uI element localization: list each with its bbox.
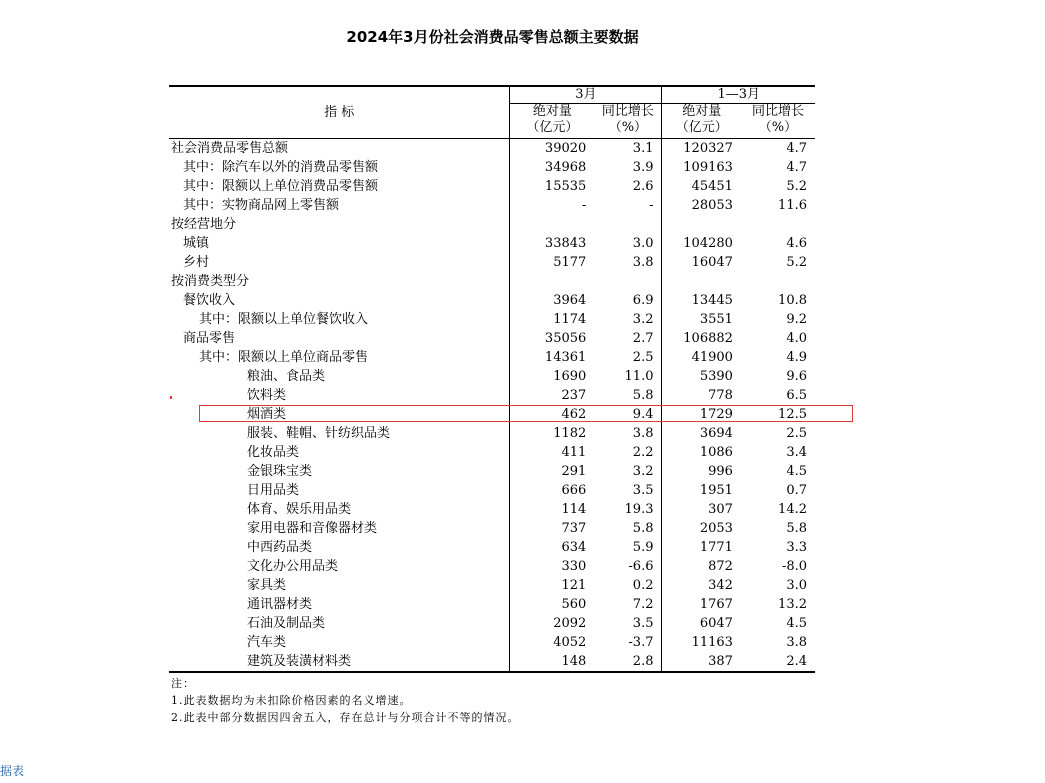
table-row (169, 595, 815, 614)
ytd-abs-cell: 13445 (691, 293, 733, 308)
row-name: 城镇 (183, 236, 210, 251)
month-abs-cell (510, 215, 594, 234)
row-name-cell (169, 386, 510, 405)
ytd-abs-cell (662, 215, 741, 234)
table-row (169, 614, 815, 633)
ytd-yoy-cell: 3.8 (786, 635, 807, 650)
row-name-cell (169, 424, 510, 443)
ytd-yoy-header: 同比增长 （%） (741, 104, 815, 139)
ytd-abs-cell: 1729 (699, 407, 733, 422)
ytd-abs-cell: 2053 (699, 521, 733, 536)
ytd-abs-cell: 3694 (699, 426, 733, 441)
table-row (169, 158, 815, 177)
month-abs-cell: 39020 (544, 141, 587, 156)
row-name: 家具类 (247, 578, 287, 593)
month-abs-cell: 121 (561, 578, 587, 593)
ytd-abs-cell: 342 (708, 578, 733, 593)
month-abs-cell: 1182 (553, 426, 587, 441)
ytd-yoy-cell: 9.6 (786, 369, 807, 384)
month-yoy-cell: 5.8 (594, 386, 662, 405)
row-name-cell (169, 234, 510, 253)
row-name: 商品零售 (183, 331, 236, 346)
table-row (169, 253, 815, 272)
row-name: 通讯器材类 (247, 597, 313, 612)
month-abs-cell: 634 (561, 540, 587, 555)
ytd-abs-cell: 106882 (683, 331, 733, 346)
ytd-yoy-cell: 14.2 (778, 502, 807, 517)
month-group-header: 3月 (510, 86, 662, 104)
row-name-cell (169, 481, 510, 500)
row-name: 饮料类 (247, 388, 287, 403)
row-name-cell (169, 443, 510, 462)
ytd-yoy-cell: 4.7 (786, 141, 807, 156)
corner-link[interactable]: 据表 (0, 764, 25, 778)
row-name: 按经营地分 (171, 217, 237, 232)
month-yoy-cell: 2.8 (594, 652, 662, 672)
row-name: 乡村 (183, 255, 210, 270)
table-row (169, 500, 815, 519)
ytd-yoy-cell: 13.2 (778, 597, 807, 612)
month-yoy-cell: 3.1 (594, 139, 662, 159)
table-row (169, 443, 815, 462)
month-yoy-cell (594, 272, 662, 291)
month-yoy-cell: 11.0 (594, 367, 662, 386)
row-name-cell (169, 633, 510, 652)
row-name-cell (169, 348, 510, 367)
month-abs-cell: 330 (561, 559, 587, 574)
month-yoy-cell: 2.7 (594, 329, 662, 348)
retail-sales-table (169, 85, 815, 673)
row-name: 其中：限额以上单位商品零售 (199, 350, 369, 365)
table-row (169, 196, 815, 215)
ytd-abs-cell: 996 (708, 464, 733, 479)
ytd-yoy-cell: 5.2 (786, 179, 807, 194)
month-abs-cell: 462 (561, 407, 587, 422)
month-abs-cell: 1690 (553, 369, 587, 384)
notes-head: 注： (171, 677, 195, 690)
ytd-abs-cell: 45451 (691, 179, 733, 194)
ytd-yoy-cell: -8.0 (781, 559, 807, 574)
note-2: 2.此表中部分数据因四舍五入，存在总计与分项合计不等的情况。 (171, 711, 520, 724)
ytd-yoy-cell: 5.8 (786, 521, 807, 536)
month-abs-cell: 114 (561, 502, 587, 517)
ytd-abs-cell: 41900 (691, 350, 733, 365)
ytd-yoy-cell: 4.5 (786, 616, 807, 631)
table-row (169, 557, 815, 576)
month-abs-cell: 2092 (553, 616, 587, 631)
table-row (169, 329, 815, 348)
month-yoy-cell: 2.5 (594, 348, 662, 367)
table-row (169, 462, 815, 481)
month-abs-cell: - (581, 198, 587, 213)
row-name: 体育、娱乐用品类 (247, 502, 352, 517)
row-name: 按消费类型分 (171, 274, 250, 289)
month-yoy-cell: 2.6 (594, 177, 662, 196)
ytd-yoy-cell: 4.9 (786, 350, 807, 365)
month-yoy-cell: 0.2 (594, 576, 662, 595)
row-name: 化妆品类 (247, 445, 300, 460)
month-yoy-cell: 9.4 (594, 405, 662, 424)
row-name: 其中：限额以上单位消费品零售额 (183, 179, 379, 194)
table-row (169, 215, 815, 234)
row-name: 日用品类 (247, 483, 300, 498)
table-row (169, 310, 815, 329)
ytd-abs-cell: 1767 (699, 597, 733, 612)
row-name: 中西药品类 (247, 540, 313, 555)
month-abs-cell: 34968 (544, 160, 587, 175)
table-row (169, 481, 815, 500)
ytd-yoy-cell: 4.7 (786, 160, 807, 175)
red-marker (170, 396, 172, 399)
table-row (169, 367, 815, 386)
ytd-yoy-cell: 4.0 (786, 331, 807, 346)
ytd-abs-cell: 104280 (683, 236, 733, 251)
ytd-abs-cell: 1771 (699, 540, 733, 555)
row-name: 其中：实物商品网上零售额 (183, 198, 340, 213)
ytd-yoy-cell: 10.8 (778, 293, 807, 308)
ytd-group-header: 1—3月 (662, 86, 815, 104)
month-yoy-cell: 3.8 (594, 253, 662, 272)
row-name-cell (169, 614, 510, 633)
highlight-box-tobacco-alcohol (199, 405, 853, 422)
month-abs-header: 绝对量 （亿元） (510, 104, 594, 139)
month-yoy-cell: 2.2 (594, 443, 662, 462)
table-row (169, 633, 815, 652)
month-yoy-cell: 6.9 (594, 291, 662, 310)
month-abs-cell: 1174 (553, 312, 587, 327)
ytd-yoy-cell: 6.5 (786, 388, 807, 403)
ytd-abs-cell: 16047 (691, 255, 733, 270)
month-abs-cell: 4052 (553, 635, 587, 650)
row-name: 其中：限额以上单位餐饮收入 (199, 312, 369, 327)
month-yoy-header: 同比增长 （%） (594, 104, 662, 139)
month-yoy-cell: 3.8 (594, 424, 662, 443)
ytd-abs-cell: 307 (708, 502, 733, 517)
month-abs-cell: 15535 (544, 179, 587, 194)
row-name-cell (169, 500, 510, 519)
row-name-cell (169, 538, 510, 557)
month-abs-cell: 33843 (544, 236, 587, 251)
row-name: 家用电器和音像器材类 (247, 521, 378, 536)
row-name-cell (169, 329, 510, 348)
row-name-cell (169, 462, 510, 481)
row-name-cell (169, 215, 510, 234)
table-row (169, 177, 815, 196)
month-yoy-cell: 3.2 (594, 310, 662, 329)
month-yoy-cell: 5.9 (594, 538, 662, 557)
table-row (169, 519, 815, 538)
month-abs-cell: 666 (561, 483, 587, 498)
ytd-yoy-cell: 4.6 (786, 236, 807, 251)
row-name: 汽车类 (247, 635, 287, 650)
row-name: 石油及制品类 (247, 616, 326, 631)
row-name: 社会消费品零售总额 (171, 141, 289, 156)
ytd-yoy-cell: 3.3 (786, 540, 807, 555)
ytd-abs-cell: 872 (708, 559, 733, 574)
row-name-cell (169, 291, 510, 310)
month-abs-cell: 237 (561, 388, 587, 403)
month-abs-cell: 3964 (553, 293, 587, 308)
month-yoy-cell: 3.0 (594, 234, 662, 253)
row-name-cell (169, 272, 510, 291)
month-abs-cell: 5177 (553, 255, 587, 270)
row-name-cell (169, 253, 510, 272)
row-name-cell (169, 310, 510, 329)
month-abs-cell: 737 (561, 521, 587, 536)
note-1: 1.此表数据均为未扣除价格因素的名义增速。 (171, 694, 412, 707)
row-name: 烟酒类 (247, 407, 287, 422)
row-name-cell (169, 177, 510, 196)
row-name: 金银珠宝类 (247, 464, 313, 479)
ytd-abs-cell (662, 272, 741, 291)
month-abs-cell: 14361 (544, 350, 587, 365)
month-abs-cell: 411 (561, 445, 587, 460)
month-yoy-cell: 3.5 (594, 481, 662, 500)
row-name-cell (169, 196, 510, 215)
table-row (169, 272, 815, 291)
page-title: 2024年3月份社会消费品零售总额主要数据 (346, 28, 639, 46)
ytd-yoy-cell: 2.5 (786, 426, 807, 441)
ytd-yoy-cell: 3.0 (786, 578, 807, 593)
ytd-yoy-cell: 9.2 (786, 312, 807, 327)
ytd-abs-cell: 28053 (691, 198, 733, 213)
month-abs-cell: 560 (561, 597, 587, 612)
row-name-cell (169, 557, 510, 576)
month-yoy-cell: 3.2 (594, 462, 662, 481)
row-name-cell (169, 652, 510, 672)
row-name-cell (169, 367, 510, 386)
row-name-cell (169, 595, 510, 614)
ytd-yoy-cell: 4.5 (786, 464, 807, 479)
month-abs-cell: 291 (561, 464, 587, 479)
ytd-abs-cell: 6047 (699, 616, 733, 631)
month-abs-cell: 35056 (544, 331, 587, 346)
ytd-abs-header: 绝对量 （亿元） (662, 104, 741, 139)
ytd-yoy-cell: 3.4 (786, 445, 807, 460)
ytd-abs-cell: 387 (662, 652, 741, 672)
month-yoy-cell: 3.5 (594, 614, 662, 633)
table-row (169, 576, 815, 595)
row-name: 粮油、食品类 (247, 369, 326, 384)
ytd-yoy-cell: 11.6 (778, 198, 807, 213)
row-name-cell (169, 519, 510, 538)
table-row (169, 538, 815, 557)
ytd-yoy-cell (741, 272, 815, 291)
row-name: 文化办公用品类 (247, 559, 339, 574)
table-notes (171, 675, 520, 726)
row-name-cell (169, 576, 510, 595)
ytd-abs-cell: 778 (708, 388, 733, 403)
ytd-abs-cell: 11163 (691, 635, 733, 650)
ytd-abs-cell: 1951 (699, 483, 733, 498)
ytd-abs-cell: 1086 (699, 445, 733, 460)
month-abs-cell: 148 (510, 652, 594, 672)
ytd-abs-cell: 5390 (699, 369, 733, 384)
ytd-abs-cell: 109163 (683, 160, 733, 175)
ytd-yoy-cell: 5.2 (786, 255, 807, 270)
month-yoy-cell: -6.6 (594, 557, 662, 576)
month-yoy-cell: 3.9 (594, 158, 662, 177)
row-name-cell (169, 158, 510, 177)
month-yoy-cell: -3.7 (594, 633, 662, 652)
table-row (169, 424, 815, 443)
ytd-yoy-cell (741, 215, 815, 234)
row-name-cell (169, 139, 510, 159)
ytd-abs-cell: 3551 (699, 312, 733, 327)
ytd-yoy-cell: 2.4 (741, 652, 815, 672)
ytd-yoy-cell: 12.5 (778, 407, 807, 422)
month-yoy-cell: 5.8 (594, 519, 662, 538)
row-name: 建筑及装潢材料类 (247, 654, 352, 669)
table-row (169, 139, 815, 159)
month-yoy-cell: 19.3 (594, 500, 662, 519)
row-name: 其中：除汽车以外的消费品零售额 (183, 160, 379, 175)
row-name: 餐饮收入 (183, 293, 236, 308)
ytd-yoy-cell: 0.7 (786, 483, 807, 498)
table-row (169, 386, 815, 405)
table-row (169, 234, 815, 253)
month-yoy-cell: - (594, 196, 662, 215)
ytd-abs-cell: 120327 (683, 141, 733, 156)
table-row (169, 652, 815, 672)
month-abs-cell (510, 272, 594, 291)
month-yoy-cell: 7.2 (594, 595, 662, 614)
month-yoy-cell (594, 215, 662, 234)
indicator-header: 指 标 (169, 86, 510, 139)
table-row (169, 291, 815, 310)
table-row (169, 348, 815, 367)
row-name: 服装、鞋帽、针纺织品类 (247, 426, 391, 441)
